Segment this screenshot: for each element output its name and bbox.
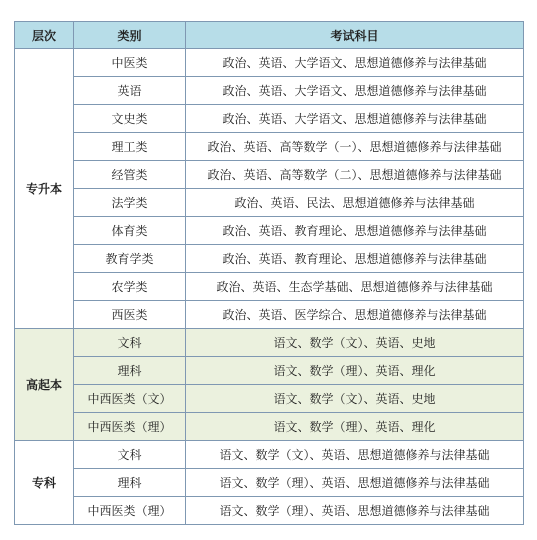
category-cell: 经管类: [74, 161, 186, 189]
table-row: [15, 329, 524, 357]
category-cell: 法学类: [74, 189, 186, 217]
category-cell: 理科: [74, 357, 186, 385]
subjects-cell: 语文、数学（文）、英语、史地: [186, 329, 524, 357]
level-cell: 专科: [15, 441, 74, 525]
table-row: [15, 497, 524, 525]
header-row: [15, 22, 524, 49]
table-row: [15, 441, 524, 469]
category-cell: 体育类: [74, 217, 186, 245]
table-row: [15, 385, 524, 413]
table-row: [15, 189, 524, 217]
subjects-cell: 政治、英语、教育理论、思想道德修养与法律基础: [186, 245, 524, 273]
category-cell: 英语: [74, 77, 186, 105]
subjects-cell: 语文、数学（文）、英语、史地: [186, 385, 524, 413]
subjects-cell: 政治、英语、高等数学（二）、思想道德修养与法律基础: [186, 161, 524, 189]
subjects-cell: 政治、英语、民法、思想道德修养与法律基础: [186, 189, 524, 217]
table-row: [15, 413, 524, 441]
table-row: [15, 273, 524, 301]
subjects-cell: 政治、英语、生态学基础、思想道德修养与法律基础: [186, 273, 524, 301]
subjects-cell: 语文、数学（文）、英语、思想道德修养与法律基础: [186, 441, 524, 469]
category-cell: 教育学类: [74, 245, 186, 273]
table-row: [15, 133, 524, 161]
table-row: [15, 357, 524, 385]
subjects-cell: 政治、英语、教育理论、思想道德修养与法律基础: [186, 217, 524, 245]
subjects-cell: 语文、数学（理）、英语、思想道德修养与法律基础: [186, 469, 524, 497]
header-category: 类别: [74, 22, 186, 49]
category-cell: 中西医类（理）: [74, 497, 186, 525]
category-cell: 中西医类（理）: [74, 413, 186, 441]
subjects-cell: 政治、英语、大学语文、思想道德修养与法律基础: [186, 77, 524, 105]
category-cell: 文史类: [74, 105, 186, 133]
category-cell: 农学类: [74, 273, 186, 301]
level-cell: 高起本: [15, 329, 74, 441]
subjects-cell: 政治、英语、高等数学（一）、思想道德修养与法律基础: [186, 133, 524, 161]
group-associate-degree: [15, 441, 524, 525]
table-row: [15, 49, 524, 77]
table-row: [15, 301, 524, 329]
category-cell: 西医类: [74, 301, 186, 329]
table-row: [15, 77, 524, 105]
level-cell: 专升本: [15, 49, 74, 329]
subjects-cell: 政治、英语、大学语文、思想道德修养与法律基础: [186, 105, 524, 133]
subjects-cell: 语文、数学（理）、英语、理化: [186, 357, 524, 385]
category-cell: 理工类: [74, 133, 186, 161]
table-header: [15, 22, 524, 49]
table-row: [15, 161, 524, 189]
table-row: [15, 217, 524, 245]
subjects-cell: 语文、数学（理）、英语、理化: [186, 413, 524, 441]
group-upgrade-to-bachelor: [15, 49, 524, 329]
category-cell: 文科: [74, 441, 186, 469]
subjects-cell: 语文、数学（理）、英语、思想道德修养与法律基础: [186, 497, 524, 525]
header-subjects: 考试科目: [186, 22, 524, 49]
category-cell: 理科: [74, 469, 186, 497]
subjects-cell: 政治、英语、大学语文、思想道德修养与法律基础: [186, 49, 524, 77]
header-level: 层次: [15, 22, 74, 49]
exam-subjects-table: [14, 21, 524, 525]
category-cell: 中西医类（文）: [74, 385, 186, 413]
category-cell: 中医类: [74, 49, 186, 77]
category-cell: 文科: [74, 329, 186, 357]
table-row: [15, 245, 524, 273]
subjects-cell: 政治、英语、医学综合、思想道德修养与法律基础: [186, 301, 524, 329]
group-high-school-to-bachelor: [15, 329, 524, 441]
table-row: [15, 105, 524, 133]
table-row: [15, 469, 524, 497]
